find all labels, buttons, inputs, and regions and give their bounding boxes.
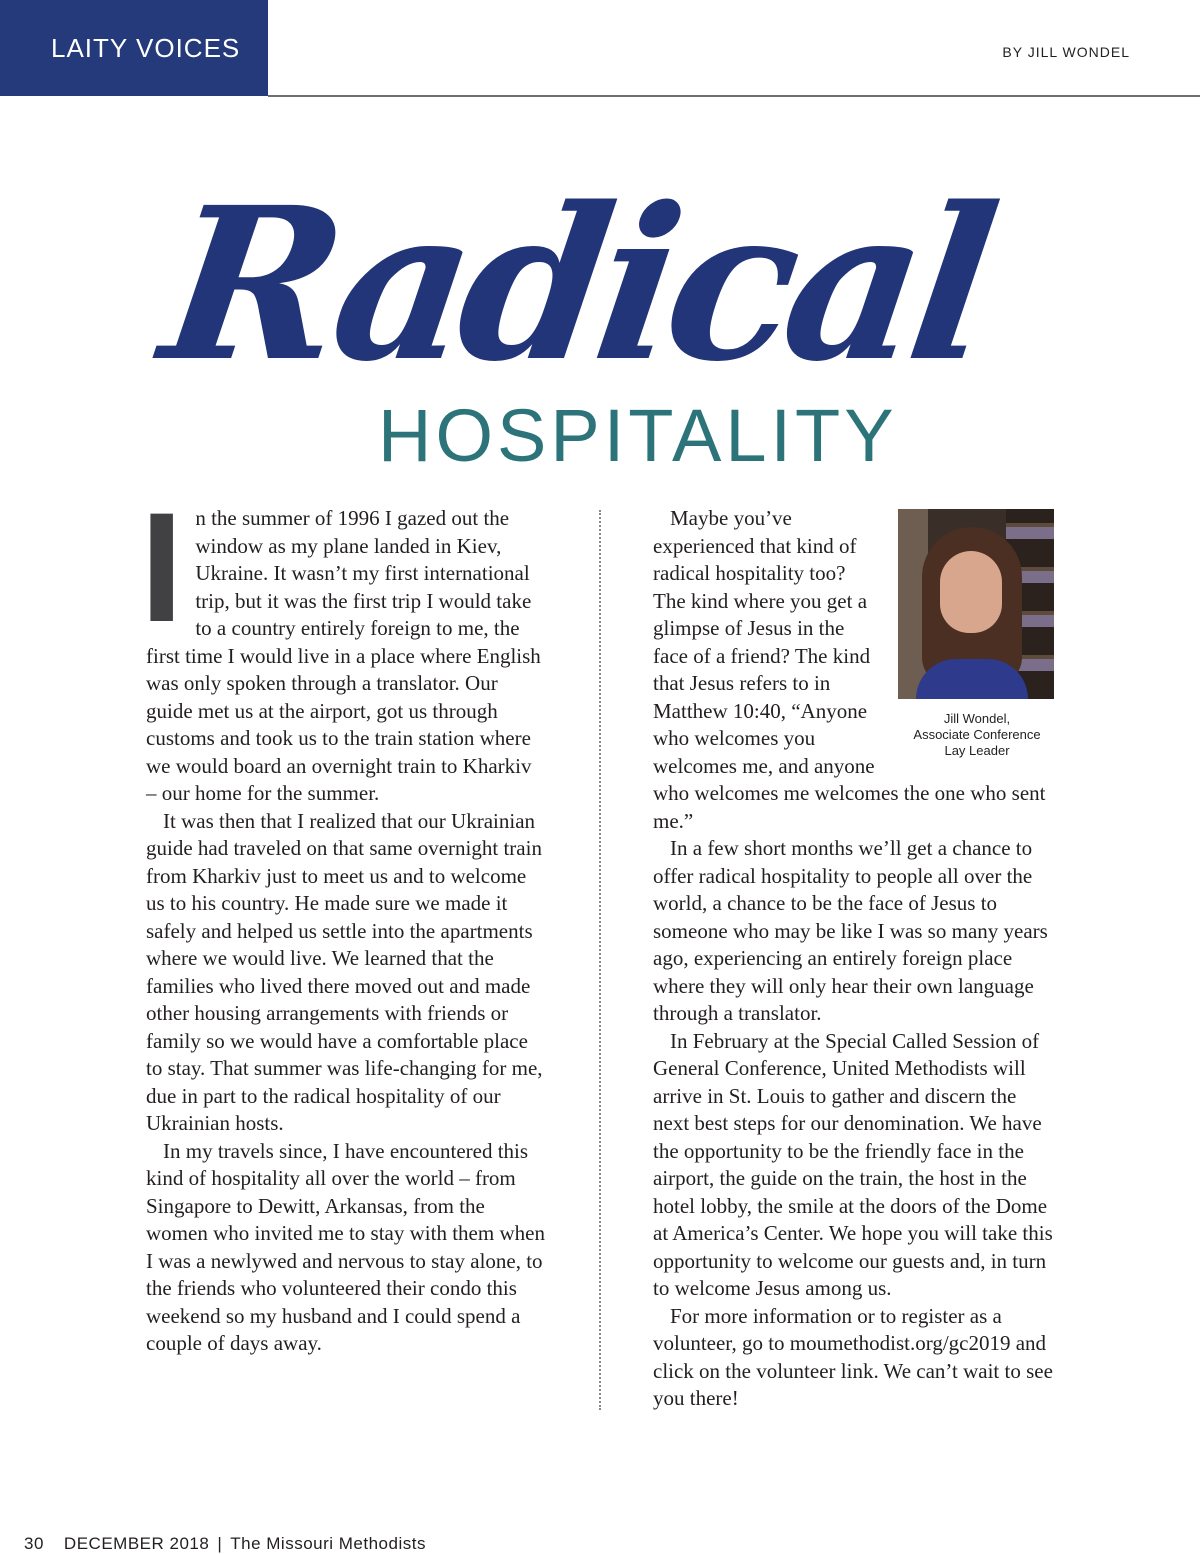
title-subtitle: HOSPITALITY bbox=[378, 394, 898, 477]
caption-line: Jill Wondel, bbox=[943, 711, 1011, 726]
paragraph-1 bbox=[140, 481, 546, 808]
paragraph-7: For more information or to register as a volunteer, go to moumethodist.org/gc2019 and click on the volunteer link. We can’t wait to see you there! bbox=[653, 1303, 1053, 1410]
header-rule bbox=[268, 95, 1200, 97]
caption-line: Lay Leader bbox=[944, 743, 1010, 758]
footer-separator: | bbox=[217, 1534, 223, 1553]
byline: BY JILL WONDEL bbox=[1002, 44, 1130, 60]
paragraph-4: Maybe you’ve experienced that kind of radical hospitality too? The kind where you get a glimpse of Jesus in the face of a friend? The kind that Jesus refers to in Matthew 10:40, “Anyone who welcomes you welcomes me, and anyone who welcomes me welcomes the one who sent me.” bbox=[653, 506, 1046, 833]
section-label bbox=[0, 0, 268, 96]
paragraph-6: In February at the Special Called Session of General Conference, United Methodists will arrive in St. Louis to gather and discern the next best steps for our denomination. We have the opportunity to be the friendly face in the airport, the guide on the train, the host in the hotel lobby, the smile at the doors of the Dome at America’s Center. We hope you will take this opportunity to welcome our guests and, in turn to welcome Jesus among us. bbox=[653, 1028, 1053, 1300]
photo-caption bbox=[898, 711, 1056, 759]
paragraph-2: It was then that I realized that our Ukrainian guide had traveled on that same overnight train from Kharkiv just to meet us and to welcome us to his country. He made sure we made it safely and helped us settle into the apartments where we would live. We learned that the families who lived there moved out and made other housing arrangements with friends or family so we would have a comfortable place to stay. That summer was life-changing for me, due in part to the radical hospitality of our Ukrainian hosts. bbox=[146, 808, 543, 1135]
paragraph-3: In my travels since, I have encountered this kind of hospitality all over the world – from Singapore to Dewitt, Arkansas, from the women who invited me to stay with them when I was a newlywed and nervous to stay alone, to the friends who volunteered their condo this weekend so my husband and I could spend a couple of days away. bbox=[146, 1138, 545, 1355]
author-photo bbox=[898, 509, 1054, 699]
page-number: 30 bbox=[24, 1534, 44, 1553]
paragraph-5: In a few short months we’ll get a chance to offer radical hospitality to people all over the world, a chance to be the face of Jesus to someone who may be like I was so many years ago, experiencing an entirely foreign place where they will only hear their own language through a translator. bbox=[653, 836, 1048, 1025]
column-divider bbox=[599, 510, 601, 1410]
publication-name: The Missouri Methodists bbox=[230, 1534, 426, 1553]
section-label-text: LAITY VOICES bbox=[51, 32, 241, 63]
caption-line: Associate Conference bbox=[913, 727, 1041, 742]
paragraph-1-text: n the summer of 1996 I gazed out the window as my plane landed in Kiev, Ukraine. It wasn’t my first international trip, but it was the first trip I would take to a country entirely foreign to me, the first time I would live in a place where English was only spoken through a translator. Our guide met us at the airport, got us through customs and took us to the train station where we would board an overnight train to Kharkiv – our home for the summer. bbox=[146, 506, 541, 805]
author-photo-box bbox=[898, 509, 1056, 759]
drop-cap: I bbox=[140, 481, 184, 655]
title-script: Radical bbox=[150, 161, 1001, 408]
article-column-right bbox=[653, 505, 1055, 1413]
article-column-left bbox=[140, 481, 546, 1358]
page-footer bbox=[24, 1534, 426, 1554]
issue-date: DECEMBER 2018 bbox=[63, 1534, 210, 1553]
